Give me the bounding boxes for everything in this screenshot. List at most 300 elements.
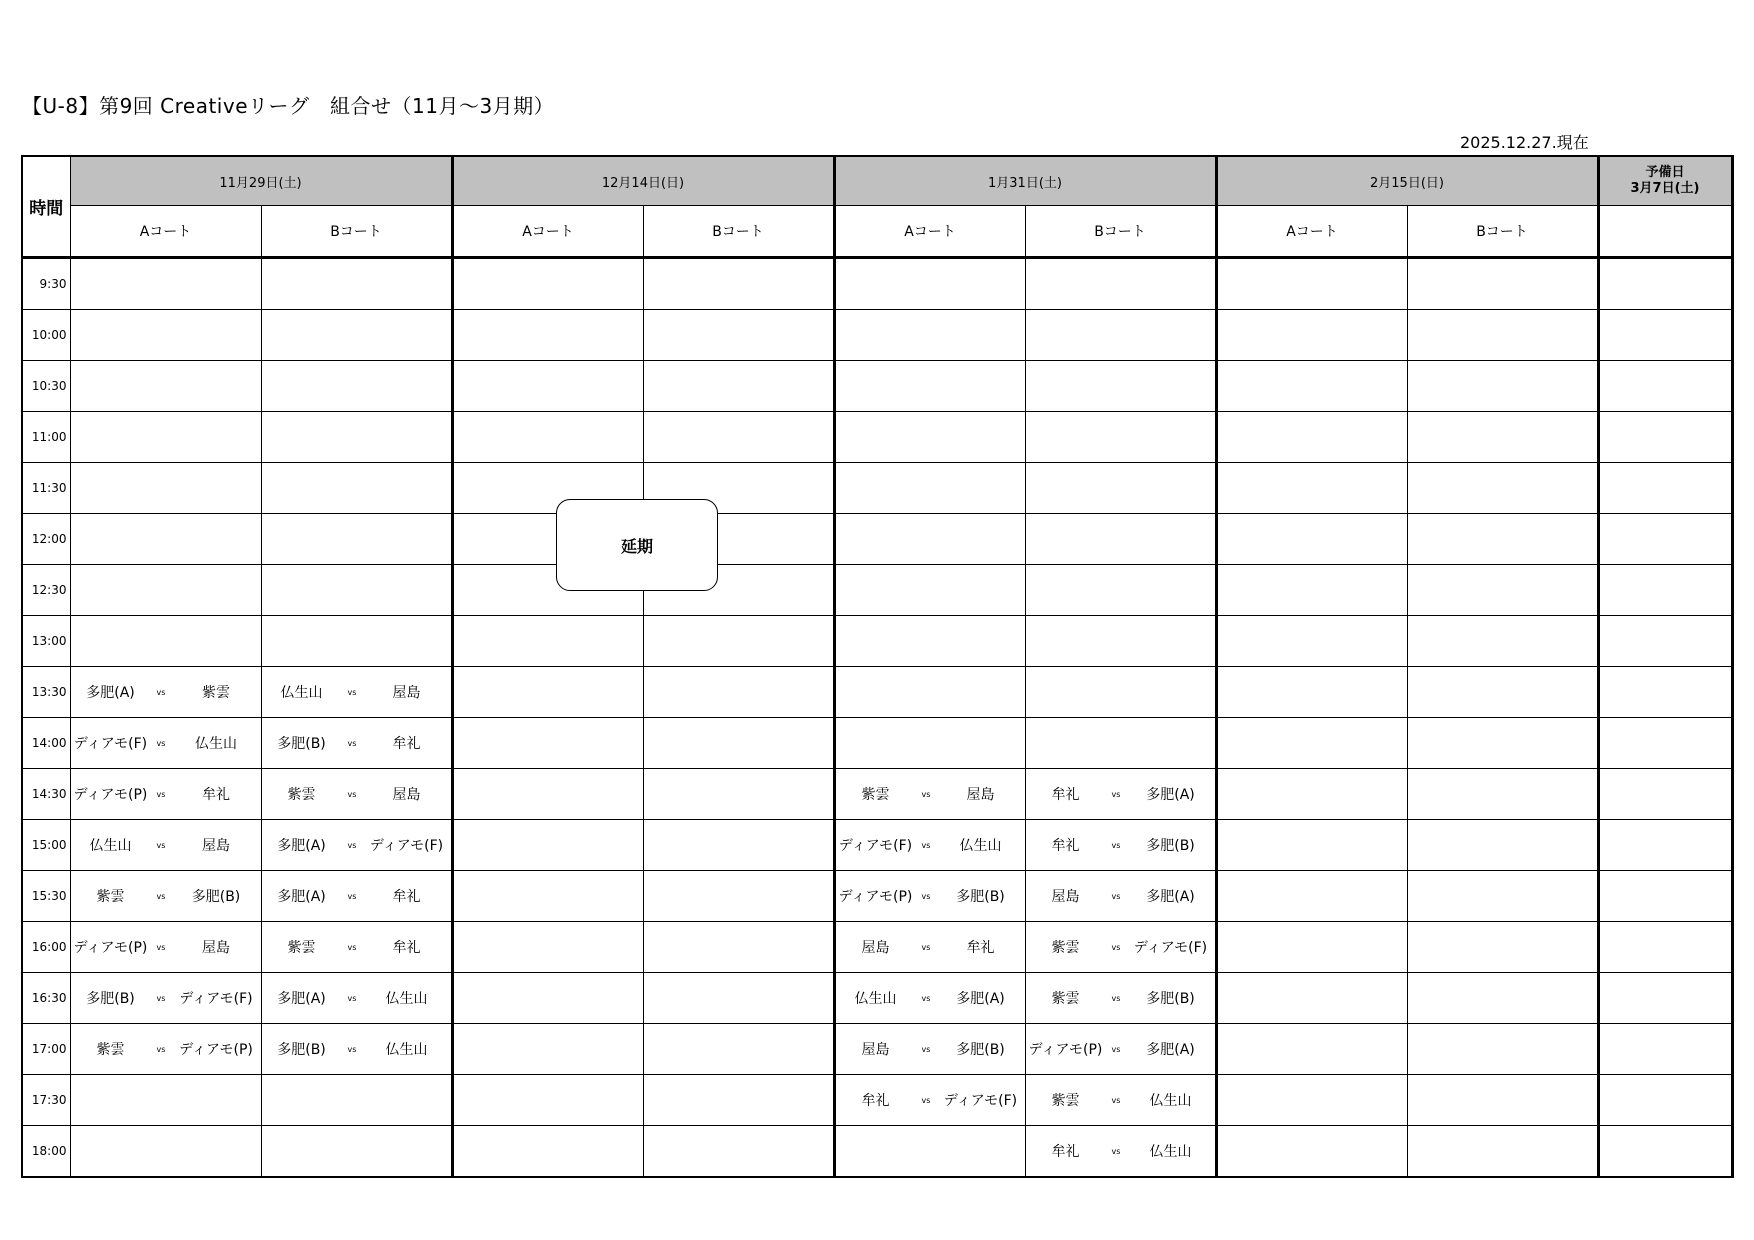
vs-label: vs — [921, 942, 931, 952]
match-cell — [452, 412, 643, 463]
match-cell — [643, 769, 834, 820]
away-team: 屋島 — [392, 685, 421, 701]
vs-label: vs — [347, 840, 357, 850]
match-cell — [1025, 871, 1216, 922]
home-team: 牟礼 — [861, 1093, 890, 1109]
match-cell — [1407, 310, 1598, 361]
match-cell — [834, 769, 1025, 820]
vs-label: vs — [1111, 1146, 1121, 1156]
match-cell — [1407, 463, 1598, 514]
match-cell — [643, 1126, 834, 1178]
match-cell — [1216, 463, 1407, 514]
match-cell — [1407, 871, 1598, 922]
match — [262, 769, 451, 819]
match-cell — [1407, 412, 1598, 463]
match-cell — [1598, 258, 1732, 310]
vs-label: vs — [1111, 789, 1121, 799]
match-cell — [261, 1126, 452, 1178]
match-cell — [1598, 1024, 1732, 1075]
match-cell — [70, 616, 261, 667]
match — [262, 718, 451, 768]
home-team: 多肥(B) — [277, 736, 326, 752]
vs-label: vs — [347, 1044, 357, 1054]
match-cell — [834, 667, 1025, 718]
match-cell — [1025, 1024, 1216, 1075]
match-cell — [70, 769, 261, 820]
time-label: 17:30 — [22, 1075, 70, 1126]
match-cell — [1216, 769, 1407, 820]
match — [262, 973, 451, 1023]
match-cell — [1598, 871, 1732, 922]
away-team: 仏生山 — [1149, 1093, 1192, 1109]
match — [1026, 820, 1215, 870]
home-team: 牟礼 — [1051, 838, 1080, 854]
away-team: 屋島 — [202, 940, 230, 956]
home-team: 屋島 — [861, 1042, 890, 1058]
match-cell — [261, 871, 452, 922]
match-cell — [1025, 667, 1216, 718]
away-team: 多肥(B) — [191, 889, 241, 905]
time-slot-row — [22, 616, 1732, 667]
match-cell — [261, 667, 452, 718]
match — [71, 667, 261, 717]
match-cell — [1598, 1075, 1732, 1126]
match-cell — [452, 1024, 643, 1075]
home-team: 仏生山 — [854, 991, 897, 1007]
match-cell — [70, 871, 261, 922]
match — [262, 922, 451, 972]
match — [262, 871, 451, 921]
postponed-note: 延期 — [556, 499, 718, 591]
match-cell — [643, 616, 834, 667]
vs-label: vs — [156, 789, 166, 799]
time-label: 12:00 — [22, 514, 70, 565]
match-cell — [261, 565, 452, 616]
match-cell — [70, 412, 261, 463]
match-cell — [261, 718, 452, 769]
match-cell — [643, 1075, 834, 1126]
match-cell — [834, 718, 1025, 769]
match-cell — [1216, 565, 1407, 616]
away-team: 屋島 — [966, 787, 995, 803]
vs-label: vs — [1111, 1044, 1121, 1054]
away-team: 仏生山 — [195, 736, 237, 752]
match-cell — [1598, 616, 1732, 667]
page-title: 【U-8】第9回 Creativeリーグ 組合せ（11月～3月期） — [22, 94, 555, 118]
match-cell — [834, 565, 1025, 616]
match-cell — [1407, 1024, 1598, 1075]
time-label: 11:30 — [22, 463, 70, 514]
match-cell — [1407, 258, 1598, 310]
court-header: Aコート — [1216, 206, 1407, 258]
match-cell — [643, 718, 834, 769]
match-cell — [1598, 769, 1732, 820]
match-cell — [1216, 310, 1407, 361]
match-cell — [452, 361, 643, 412]
day-header-2: 12月14日(日) — [452, 156, 834, 206]
match-cell — [1407, 514, 1598, 565]
match-cell — [1598, 514, 1732, 565]
home-team: ディアモ(P) — [1028, 1042, 1103, 1058]
match — [836, 973, 1025, 1023]
away-team: 多肥(B) — [1146, 991, 1195, 1007]
time-slot-row — [22, 514, 1732, 565]
away-team: 牟礼 — [202, 787, 230, 803]
match-cell — [1598, 463, 1732, 514]
match-cell — [1025, 258, 1216, 310]
away-team: 多肥(A) — [1146, 889, 1195, 905]
match — [262, 667, 451, 717]
away-team: 多肥(B) — [1146, 838, 1195, 854]
match — [836, 871, 1025, 921]
match-cell — [261, 412, 452, 463]
match-cell — [261, 463, 452, 514]
home-team: 牟礼 — [1051, 787, 1080, 803]
match-cell — [1216, 1126, 1407, 1178]
time-slot-row — [22, 871, 1732, 922]
match-cell — [1025, 361, 1216, 412]
away-team: ディアモ(P) — [179, 1042, 253, 1058]
away-team: 多肥(B) — [956, 889, 1005, 905]
match-cell — [1216, 258, 1407, 310]
match-cell — [70, 973, 261, 1024]
match-cell — [834, 514, 1025, 565]
time-slot-row — [22, 973, 1732, 1024]
match-cell — [1407, 769, 1598, 820]
match — [836, 1075, 1025, 1125]
away-team: 多肥(A) — [1146, 787, 1195, 803]
match-cell — [1025, 616, 1216, 667]
away-team: 仏生山 — [959, 838, 1002, 854]
match-cell — [1025, 463, 1216, 514]
day-header-3: 1月31日(土) — [834, 156, 1216, 206]
match-cell — [452, 667, 643, 718]
home-team: 紫雲 — [1051, 1093, 1080, 1109]
match-cell — [452, 922, 643, 973]
away-team: ディアモ(F) — [179, 991, 253, 1007]
match-cell — [1216, 871, 1407, 922]
time-label: 16:30 — [22, 973, 70, 1024]
match — [71, 871, 261, 921]
vs-label: vs — [1111, 942, 1121, 952]
match-cell — [1025, 514, 1216, 565]
match-cell — [1407, 922, 1598, 973]
match-cell — [1598, 310, 1732, 361]
match-cell — [261, 1024, 452, 1075]
home-team: 紫雲 — [96, 889, 125, 905]
match-cell — [261, 922, 452, 973]
match — [836, 769, 1025, 819]
court-header: Aコート — [834, 206, 1025, 258]
match-cell — [452, 820, 643, 871]
match-cell — [452, 769, 643, 820]
home-team: 屋島 — [861, 940, 890, 956]
away-team: 紫雲 — [202, 685, 230, 701]
match — [71, 1024, 261, 1074]
match — [1026, 973, 1215, 1023]
away-team: ディアモ(F) — [943, 1093, 1018, 1109]
match-cell — [834, 616, 1025, 667]
match-cell — [834, 412, 1025, 463]
home-team: 紫雲 — [96, 1042, 125, 1058]
vs-label: vs — [1111, 840, 1121, 850]
schedule-body — [22, 258, 1732, 1178]
match — [1026, 1126, 1215, 1176]
match — [71, 718, 261, 768]
match-cell — [1598, 1126, 1732, 1178]
time-slot-row — [22, 258, 1732, 310]
match-cell — [261, 1075, 452, 1126]
court-header: Bコート — [1025, 206, 1216, 258]
vs-label: vs — [921, 993, 931, 1003]
vs-label: vs — [921, 789, 931, 799]
time-slot-row — [22, 361, 1732, 412]
away-team: 屋島 — [392, 787, 421, 803]
match-cell — [452, 718, 643, 769]
schedule-table — [21, 155, 1734, 1178]
match-cell — [452, 1126, 643, 1178]
time-slot-row — [22, 1075, 1732, 1126]
home-team: 仏生山 — [280, 685, 323, 701]
away-team: 多肥(B) — [956, 1042, 1005, 1058]
match-cell — [1216, 361, 1407, 412]
court-header: Bコート — [1407, 206, 1598, 258]
match — [71, 922, 261, 972]
vs-label: vs — [156, 942, 166, 952]
court-header: Aコート — [452, 206, 643, 258]
match-cell — [1598, 718, 1732, 769]
vs-label: vs — [1111, 993, 1121, 1003]
match — [71, 769, 261, 819]
match-cell — [1598, 667, 1732, 718]
as-of-date: 2025.12.27.現在 — [1460, 133, 1589, 152]
match — [1026, 769, 1215, 819]
match-cell — [1216, 616, 1407, 667]
match-cell — [261, 361, 452, 412]
match-cell — [643, 258, 834, 310]
home-team: ディアモ(F) — [838, 838, 913, 854]
match — [836, 1024, 1025, 1074]
match — [262, 1024, 451, 1074]
match-cell — [70, 667, 261, 718]
time-slot-row — [22, 1024, 1732, 1075]
vs-label: vs — [156, 993, 166, 1003]
match-cell — [1407, 820, 1598, 871]
match — [836, 820, 1025, 870]
vs-label: vs — [156, 1044, 166, 1054]
match-cell — [1598, 361, 1732, 412]
home-team: ディアモ(P) — [838, 889, 913, 905]
match-cell — [70, 820, 261, 871]
match — [1026, 1024, 1215, 1074]
time-label: 12:30 — [22, 565, 70, 616]
reserve-court-header — [1598, 206, 1732, 258]
home-team: 多肥(A) — [277, 838, 326, 854]
home-team: 多肥(B) — [86, 991, 135, 1007]
time-label: 10:00 — [22, 310, 70, 361]
match-cell — [1407, 1126, 1598, 1178]
away-team: 多肥(A) — [956, 991, 1005, 1007]
match-cell — [834, 922, 1025, 973]
match-cell — [834, 258, 1025, 310]
time-label: 10:30 — [22, 361, 70, 412]
match-cell — [643, 412, 834, 463]
match-cell — [1216, 412, 1407, 463]
time-slot-row — [22, 769, 1732, 820]
time-label: 13:00 — [22, 616, 70, 667]
vs-label: vs — [921, 891, 931, 901]
match-cell — [1407, 565, 1598, 616]
vs-label: vs — [156, 891, 166, 901]
home-team: 多肥(A) — [86, 685, 135, 701]
away-team: 屋島 — [202, 838, 230, 854]
time-slot-row — [22, 412, 1732, 463]
match-cell — [1407, 718, 1598, 769]
time-label: 11:00 — [22, 412, 70, 463]
match-cell — [1025, 973, 1216, 1024]
home-team: 牟礼 — [1051, 1144, 1080, 1160]
match-cell — [70, 361, 261, 412]
time-slot-row — [22, 1126, 1732, 1178]
vs-label: vs — [347, 738, 357, 748]
match-cell — [834, 361, 1025, 412]
match-cell — [1407, 667, 1598, 718]
away-team: 牟礼 — [392, 889, 421, 905]
match-cell — [452, 1075, 643, 1126]
match-cell — [261, 769, 452, 820]
match-cell — [1025, 718, 1216, 769]
time-label: 18:00 — [22, 1126, 70, 1178]
vs-label: vs — [347, 789, 357, 799]
home-team: 多肥(B) — [277, 1042, 326, 1058]
match-cell — [452, 871, 643, 922]
match-cell — [1025, 412, 1216, 463]
match-cell — [261, 973, 452, 1024]
match-cell — [70, 1075, 261, 1126]
match-cell — [1025, 769, 1216, 820]
vs-label: vs — [156, 840, 166, 850]
match-cell — [643, 361, 834, 412]
reserve-day-label: 予備日 — [1645, 165, 1685, 180]
match-cell — [1025, 1075, 1216, 1126]
away-team: 多肥(A) — [1146, 1042, 1195, 1058]
time-label: 14:00 — [22, 718, 70, 769]
away-team: ディアモ(F) — [369, 838, 444, 854]
match-cell — [643, 1024, 834, 1075]
match-cell — [261, 616, 452, 667]
match-cell — [834, 1126, 1025, 1178]
home-team: 紫雲 — [1051, 991, 1080, 1007]
home-team: ディアモ(F) — [73, 736, 148, 752]
match-cell — [834, 1024, 1025, 1075]
match-cell — [643, 922, 834, 973]
home-team: 屋島 — [1051, 889, 1080, 905]
home-team: 紫雲 — [861, 787, 890, 803]
match — [1026, 922, 1215, 972]
reserve-day-date: 3月7日(土) — [1630, 181, 1700, 196]
home-team: ディアモ(P) — [73, 940, 148, 956]
match — [262, 820, 451, 870]
match-cell — [452, 258, 643, 310]
match-cell — [834, 820, 1025, 871]
match-cell — [70, 1024, 261, 1075]
match-cell — [643, 871, 834, 922]
match-cell — [261, 258, 452, 310]
away-team: 牟礼 — [966, 940, 995, 956]
match-cell — [70, 1126, 261, 1178]
match-cell — [1598, 922, 1732, 973]
time-label: 14:30 — [22, 769, 70, 820]
match-cell — [70, 922, 261, 973]
match-cell — [834, 463, 1025, 514]
home-team: 紫雲 — [1051, 940, 1080, 956]
vs-label: vs — [156, 687, 166, 697]
match-cell — [1598, 820, 1732, 871]
match — [1026, 871, 1215, 921]
match-cell — [452, 973, 643, 1024]
time-label: 15:30 — [22, 871, 70, 922]
home-team: 多肥(A) — [277, 991, 326, 1007]
match-cell — [70, 514, 261, 565]
vs-label: vs — [347, 942, 357, 952]
vs-label: vs — [347, 891, 357, 901]
vs-label: vs — [1111, 1095, 1121, 1105]
match-cell — [1216, 1024, 1407, 1075]
time-label: 9:30 — [22, 258, 70, 310]
match-cell — [643, 667, 834, 718]
match-cell — [261, 514, 452, 565]
vs-label: vs — [921, 1044, 931, 1054]
match-cell — [452, 310, 643, 361]
match-cell — [643, 310, 834, 361]
match-cell — [70, 565, 261, 616]
time-slot-row — [22, 922, 1732, 973]
match-cell — [261, 310, 452, 361]
match-cell — [1216, 718, 1407, 769]
match-cell — [1216, 820, 1407, 871]
match-cell — [1598, 412, 1732, 463]
match-cell — [70, 310, 261, 361]
home-team: ディアモ(P) — [73, 787, 148, 803]
day-header-4: 2月15日(日) — [1216, 156, 1598, 206]
vs-label: vs — [347, 687, 357, 697]
match-cell — [1407, 1075, 1598, 1126]
vs-label: vs — [921, 1095, 931, 1105]
match-cell — [1216, 667, 1407, 718]
match-cell — [1598, 973, 1732, 1024]
time-label: 13:30 — [22, 667, 70, 718]
away-team: 牟礼 — [392, 940, 421, 956]
vs-label: vs — [1111, 891, 1121, 901]
match-cell — [70, 258, 261, 310]
match-cell — [70, 718, 261, 769]
home-team: 仏生山 — [89, 838, 132, 854]
time-slot-row — [22, 718, 1732, 769]
match-cell — [261, 820, 452, 871]
away-team: 仏生山 — [385, 1042, 428, 1058]
time-label: 15:00 — [22, 820, 70, 871]
home-team: 紫雲 — [287, 787, 316, 803]
home-team: 多肥(A) — [277, 889, 326, 905]
match — [836, 922, 1025, 972]
match-cell — [1407, 361, 1598, 412]
match-cell — [1025, 1126, 1216, 1178]
court-header: Aコート — [70, 206, 261, 258]
match-cell — [1598, 565, 1732, 616]
time-slot-row — [22, 463, 1732, 514]
match-cell — [834, 1075, 1025, 1126]
court-header: Bコート — [643, 206, 834, 258]
